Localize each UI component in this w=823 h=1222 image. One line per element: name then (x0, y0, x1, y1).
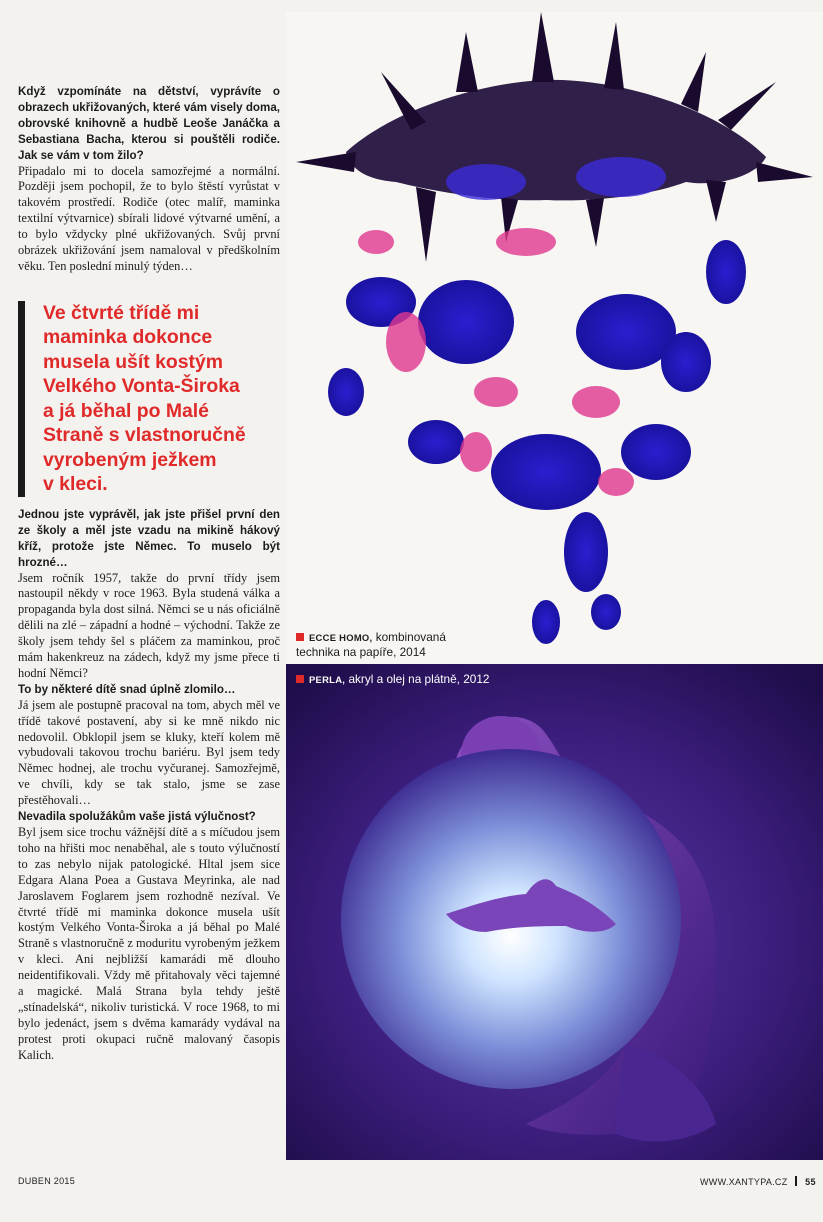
pull-quote-line: Velkého Vonta-Široka (43, 375, 240, 398)
page-footer-right (700, 1176, 816, 1187)
caption-marker (296, 675, 304, 683)
article-text-column (18, 84, 280, 1064)
interview-question: To by některé dítě snad úplně zlomilo… (18, 682, 236, 696)
caption-marker (296, 633, 304, 641)
interview-answer: Jsem ročník 1957, takže do první třídy jsem nastoupil někdy v roce 1963. Byla studená válka a propaganda byla dost silná. Němci se u nás oficiálně dělili na zlé – západní a hodné – východní. Takže ze školy jsem tehdy šel s pláčem za maminkou, proč mám hakenkreuz na zádech, když my jsme přece ti hodní Němci? (18, 570, 280, 680)
ecce-homo-image (286, 12, 823, 664)
caption-title: PERLA, (309, 674, 346, 685)
page-number: 55 (805, 1177, 816, 1187)
interview-question: Nevadila spolužákům vaše jistá výlučnost? (18, 810, 256, 824)
pull-quote-line: Ve čtvrté třídě mi (43, 301, 200, 324)
perla-caption (296, 672, 656, 687)
interview-question: Když vzpomínáte na dětství, vyprávíte o obrazech ukřižovaných, které vám visely doma, obrovské knihovně a hudbě Leoše Janáčka a Sebastiana Bacha, kterou si pouštěli rodiče. Jak se vám v tom žilo? (18, 85, 280, 162)
caption-text: kombinovaná (375, 630, 446, 644)
pull-quote-line: vyrobeným ježkem (43, 448, 217, 471)
caption-title: ECCE HOMO, (309, 632, 373, 643)
interview-question: Jednou jste vyprávěl, jak jste přišel první den ze školy a měl jste vzadu na mikině hákový kříž, protože jste Němec. To muselo být hrozné… (18, 507, 280, 569)
artwork-column (286, 12, 823, 1160)
ecce-homo-caption (296, 630, 556, 660)
footer-divider (795, 1176, 797, 1186)
ecce-homo-painting (286, 12, 823, 664)
pull-quote-line: maminka dokonce (43, 326, 213, 349)
pull-quote-line: a já běhal po Malé (43, 399, 209, 422)
pull-quote-line: v kleci. (43, 473, 108, 496)
perla-painting (286, 664, 823, 1160)
interview-answer: Já jsem ale postupně pracoval na tom, abych měl ve třídě takové postavení, aby si ke mně nikdo nic nedovolil. Obklopil jsem se kluky, kteří kolem mě vybudovali takovou trochu bariéru. Byl jsem tedy Němec hodnej, ale trochu vyčuranej. Samozřejmě, ve chvíli, kdy se tak stalo, jsme se zase přestěhovali… (18, 697, 280, 808)
interview-answer: Připadalo mi to docela samozřejmé a normální. Později jsem pochopil, že to bylo štěstí vyrůstat v takovém prostředí. Rodiče (otec malíř, maminka textilní výtvarnice) sbírali lidové výtvarné umění, a to bylo vždycky plné ukřižovaných. Svůj první obrázek ukřižování jsem namaloval v předškolním věku. Ten poslední minulý týden… (18, 163, 280, 273)
caption-text: technika na papíře, 2014 (296, 645, 426, 659)
pull-quote (18, 301, 280, 497)
issue-label: DUBEN 2015 (18, 1176, 76, 1186)
pull-quote-line: musela ušít kostým (43, 350, 223, 373)
interview-answer: Byl jsem sice trochu vážnější dítě a s míčudou jsem toho na hřišti moc nenaběhal, ale s touto výlučností to zas nebylo nijak patologické. Hltal jsem sice Edgara Alana Poea a Gustava Meyrinka, ale nad Jaroslavem Foglarem jsem rozhodně nezíval. Ve čtvrté třídě mi maminka dokonce musela ušít kostým Velkého Vonta-Široka a já běhal po Malé Straně s vlastnoručně z moduritu vyrobeným ježkem v kleci. Ani nejbližší kamarádi mě dlouho neidentifikovali. Vždy mě přitahovaly věci tajemné a magické. Malá Strana byla tehdy ještě „stínadelská“, nikoliv turistická. V roce 1968, to mi bylo jedenáct, jsem s dvěma kamarády vydával na protest proti okupaci ručně malovaný časopis Kalich. (18, 825, 280, 1062)
caption-text: akryl a olej na plátně, 2012 (348, 672, 490, 686)
website-label: WWW.XANTYPA.CZ (700, 1177, 788, 1187)
perla-image (286, 664, 823, 1160)
pull-quote-line: Straně s vlastnoručně (43, 424, 246, 447)
